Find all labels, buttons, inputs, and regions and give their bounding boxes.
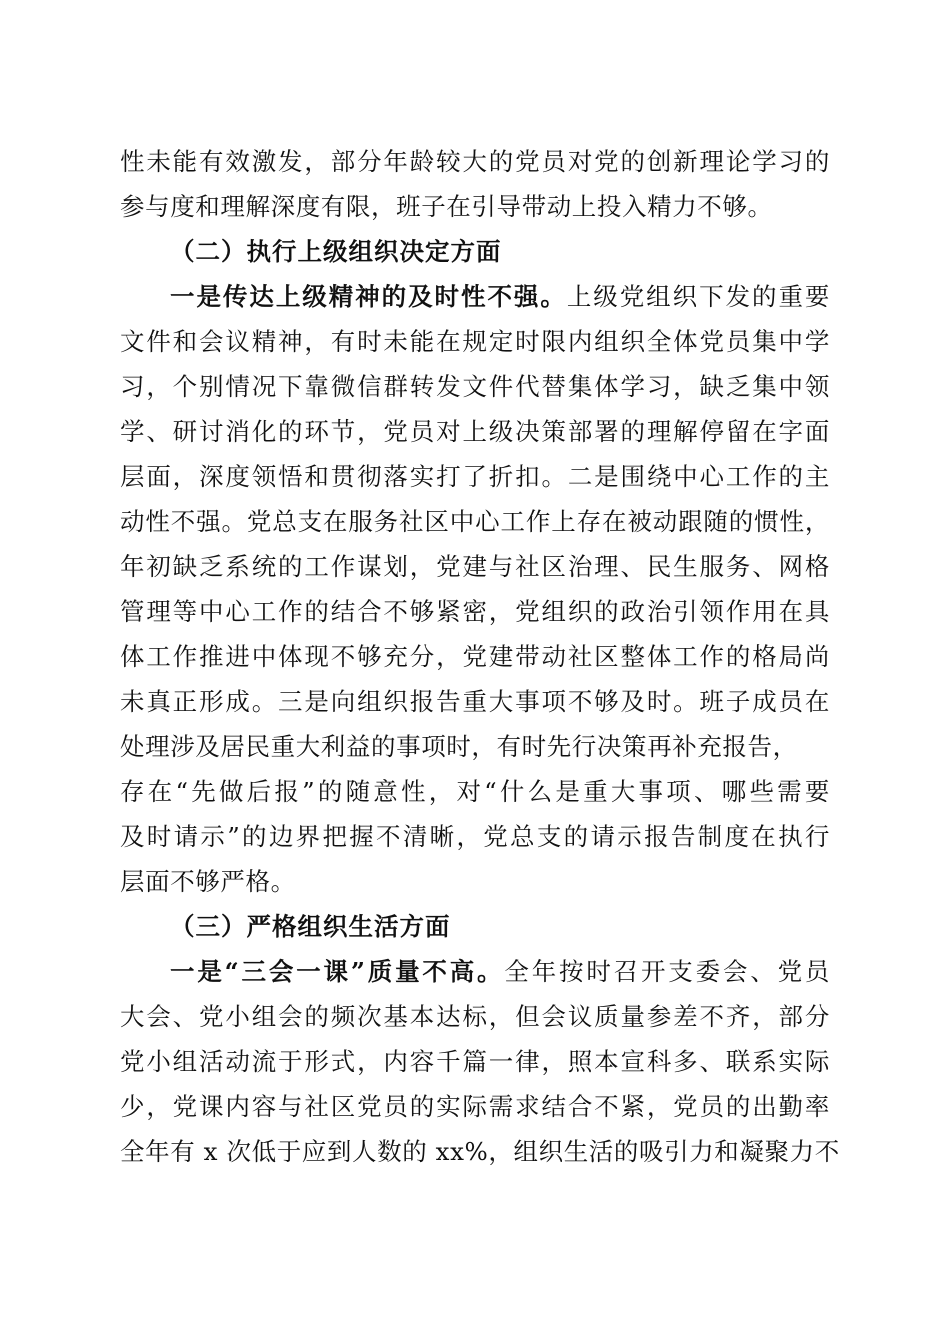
paragraph-line: 层面不够严格。	[120, 867, 296, 896]
lead-point: 一是“三会一课”质量不高。	[170, 957, 505, 986]
paragraph-line: 全年有 x 次低于应到人数的 xx%，组织生活的吸引力和凝聚力不	[120, 1137, 840, 1166]
paragraph-first-line	[170, 957, 830, 987]
section-heading: （三）严格组织生活方面	[170, 912, 451, 941]
paragraph-line: 少，党课内容与社区党员的实际需求结合不紧，党员的出勤率	[120, 1092, 830, 1121]
paragraph-line: 未真正形成。三是向组织报告重大事项不够及时。班子成员在	[120, 687, 830, 716]
paragraph-line: 党小组活动流于形式，内容千篇一律，照本宣科多、联系实际	[120, 1047, 830, 1076]
paragraph-line: 管理等中心工作的结合不够紧密，党组织的政治引领作用在具	[120, 597, 830, 626]
paragraph-line: 处理涉及居民重大利益的事项时，有时先行决策再补充报告，	[120, 732, 798, 761]
paragraph-text: 全年按时召开支委会、党员	[504, 957, 831, 986]
paragraph-line: 层面，深度领悟和贯彻落实打了折扣。二是围绕中心工作的主	[120, 462, 830, 491]
paragraph-line: 性未能有效激发，部分年龄较大的党员对党的创新理论学习的	[120, 147, 830, 176]
paragraph-line: 存在“先做后报”的随意性，对“什么是重大事项、哪些需要	[120, 777, 830, 806]
paragraph-line: 体工作推进中体现不够充分，党建带动社区整体工作的格局尚	[120, 642, 830, 671]
lead-point: 一是传达上级精神的及时性不强。	[170, 282, 567, 311]
section-heading: （二）执行上级组织决定方面	[170, 237, 502, 266]
paragraph-line: 习，个别情况下靠微信群转发文件代替集体学习，缺乏集中领	[120, 372, 830, 401]
paragraph-line: 及时请示”的边界把握不清晰，党总支的请示报告制度在执行	[120, 822, 830, 851]
paragraph-line: 参与度和理解深度有限，班子在引导带动上投入精力不够。	[120, 192, 773, 221]
paragraph-text: 上级党组织下发的重要	[566, 282, 830, 311]
paragraph-first-line	[170, 282, 830, 312]
paragraph-line: 大会、党小组会的频次基本达标，但会议质量参差不齐，部分	[120, 1002, 830, 1031]
paragraph-line: 动性不强。党总支在服务社区中心工作上存在被动跟随的惯性，	[120, 507, 830, 536]
paragraph-line: 年初缺乏系统的工作谋划，党建与社区治理、民生服务、网格	[120, 552, 830, 581]
paragraph-line: 文件和会议精神，有时未能在规定时限内组织全体党员集中学	[120, 327, 830, 356]
paragraph-line: 学、研讨消化的环节，党员对上级决策部署的理解停留在字面	[120, 417, 830, 446]
